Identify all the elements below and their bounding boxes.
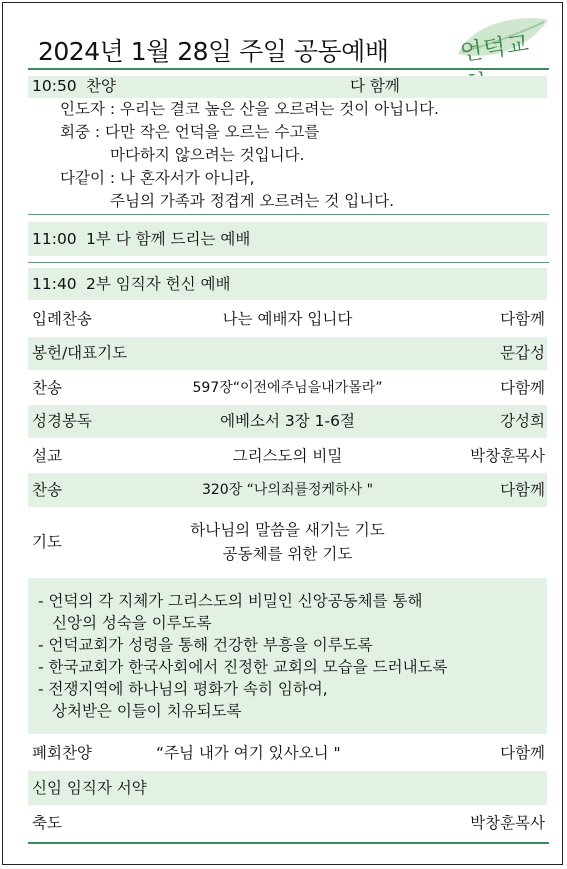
benediction-row [28, 806, 547, 840]
vow-item: 신임 임직자 서약 [32, 779, 147, 797]
prayer-point: - 언덕의 각 지체가 그리스도의 비밀인 신앙공동체를 통해 [38, 592, 423, 610]
prayer-point: - 언덕교회가 성령을 통해 건강한 부흥을 이루도록 [38, 636, 373, 654]
logo-text: 언덕교회 [458, 30, 532, 67]
order-item: 성경봉독 [32, 412, 92, 430]
service2-time: 11:40 [32, 275, 77, 293]
order-who: 문갑성 [500, 344, 545, 362]
order-row [28, 405, 547, 438]
order-item: 찬송 [32, 481, 62, 499]
order-content: 나는 예배자 입니다 [222, 310, 353, 328]
footer-rule [28, 842, 549, 844]
prayer-point: - 한국교회가 한국사회에서 진정한 교회의 모습을 드러내도록 [38, 658, 448, 676]
order-who: 다함께 [500, 379, 545, 397]
order-content: 320장 “나의죄를정케하사 " [201, 482, 374, 498]
prayer-point: - 전쟁지역에 하나님의 평화가 속히 임하여, [38, 680, 328, 698]
prayer-row [28, 512, 547, 572]
church-logo [452, 14, 552, 66]
benediction-who: 박창훈목사 [470, 814, 545, 832]
page-title: 2024년 1월 28일 주일 공동예배 [38, 37, 389, 66]
service1-time: 11:00 [32, 230, 77, 248]
service1-label: 1부 다 함께 드리는 예배 [86, 230, 251, 248]
service2-row [28, 268, 547, 300]
opening-row [28, 76, 547, 98]
opening-label: 찬양 [86, 77, 116, 95]
order-content: 597장“이전에주님을내가몰라” [192, 380, 383, 396]
benediction-item: 축도 [32, 814, 62, 832]
service2-label: 2부 임직자 헌신 예배 [86, 275, 231, 293]
order-row [28, 371, 547, 405]
responsive-line-2: 회중 : 다만 작은 언덕을 오르는 수고를 [60, 123, 320, 141]
vow-row [28, 771, 547, 805]
prayer-point: 신앙의 성숙을 이루도록 [52, 614, 212, 632]
order-who: 강성희 [500, 412, 545, 430]
order-content: 에베소서 3장 1-6절 [220, 412, 355, 430]
service1-row [28, 222, 547, 256]
divider [28, 214, 549, 215]
prayer-points-box [28, 578, 547, 734]
order-item: 찬송 [32, 379, 62, 397]
responsive-line-3: 마다하지 않으려는 것입니다. [110, 146, 305, 164]
order-item: 설교 [32, 447, 62, 465]
order-item: 입례찬송 [32, 310, 92, 328]
responsive-line-4: 다같이 : 나 혼자서가 아니라, [60, 169, 255, 187]
order-row [28, 302, 547, 336]
prayer-line-1: 하나님의 말씀을 새기는 기도 [190, 521, 385, 539]
prayer-point: 상처받은 이들이 치유되도록 [52, 702, 242, 720]
order-who: 다함께 [500, 310, 545, 328]
order-who: 다함께 [500, 481, 545, 499]
closing-who: 다함께 [500, 744, 545, 762]
prayer-line-2: 공동체를 위한 기도 [222, 545, 353, 563]
header-rule [28, 68, 549, 70]
responsive-line-5: 주님의 가족과 정겹게 오르려는 것 입니다. [110, 192, 395, 210]
order-content: 그리스도의 비밀 [232, 447, 343, 465]
closing-row [28, 736, 547, 770]
order-row [28, 473, 547, 507]
closing-content: “주님 내가 여기 있사오니 " [156, 744, 341, 762]
order-row [28, 337, 547, 370]
closing-item: 폐회찬양 [32, 744, 92, 762]
order-who: 박창훈목사 [470, 447, 545, 465]
prayer-item: 기도 [32, 533, 62, 551]
opening-who: 다 함께 [350, 77, 400, 95]
divider [28, 262, 549, 263]
order-item: 봉헌/대표기도 [32, 344, 128, 362]
opening-time: 10:50 [32, 77, 77, 95]
responsive-line-1: 인도자 : 우리는 결코 높은 산을 오르려는 것이 아닙니다. [60, 100, 439, 118]
order-row [28, 439, 547, 473]
